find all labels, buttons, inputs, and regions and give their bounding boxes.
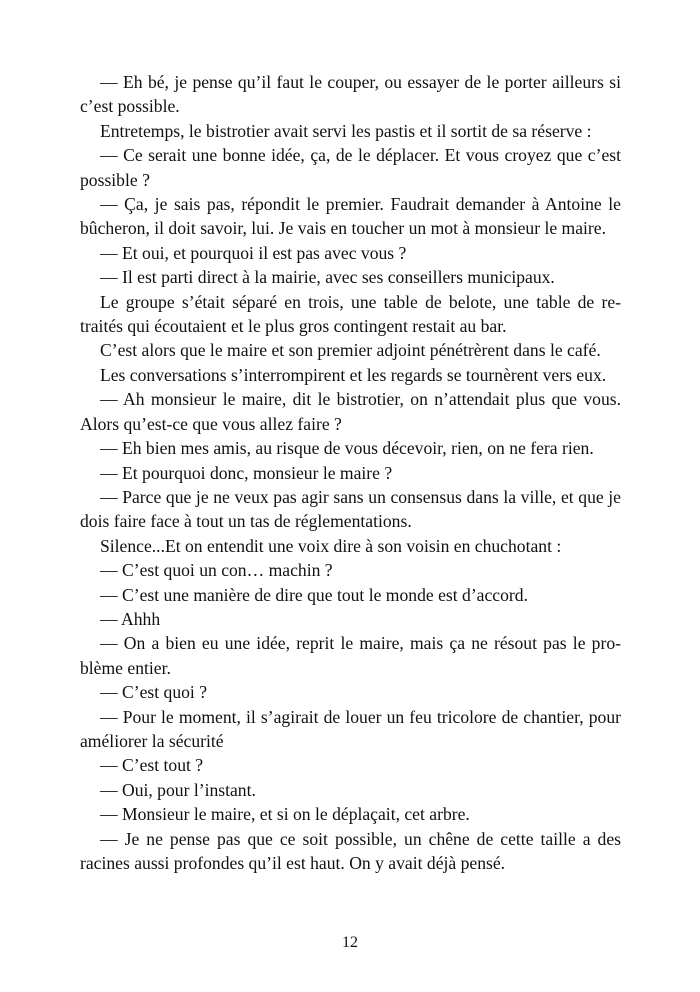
paragraph: — Et pourquoi donc, monsieur le maire ? bbox=[100, 462, 393, 483]
paragraph: — Ah monsieur le maire, dit le bistrotier, on n’attendait plus que vous. Alors qu’est-ce que vous allez faire ? bbox=[80, 389, 621, 434]
paragraph: — Ce serait une bonne idée, ça, de le déplacer. Et vous croyez que c’est possible ? bbox=[80, 145, 621, 190]
paragraph: — C’est quoi un con… machin ? bbox=[100, 560, 333, 581]
paragraph: Entretemps, le bistrotier avait servi les pastis et il sortit de sa réserve : bbox=[100, 120, 592, 141]
paragraph: — Je ne pense pas que ce soit possible, un chêne de cette taille a des racines aussi profondes qu’il est haut. On y avait déjà pensé. bbox=[80, 828, 621, 873]
paragraph: — Monsieur le maire, et si on le déplaçait, cet arbre. bbox=[100, 804, 470, 825]
paragraph: — On a bien eu une idée, reprit le maire, mais ça ne résout pas le problème entier. bbox=[80, 633, 621, 678]
paragraph: — Pour le moment, il s’agirait de louer un feu tricolore de chantier, pour améliorer la sécurité bbox=[80, 706, 621, 751]
paragraph: Silence...Et on entendit une voix dire à son voisin en chuchotant : bbox=[100, 535, 562, 556]
paragraph: — Eh bien mes amis, au risque de vous décevoir, rien, on ne fera rien. bbox=[100, 438, 594, 459]
paragraph: — Eh bé, je pense qu’il faut le couper, ou essayer de le porter ailleurs si c’est possible. bbox=[80, 72, 621, 117]
paragraph: — C’est tout ? bbox=[100, 755, 204, 776]
page-body-text bbox=[80, 70, 621, 875]
paragraph: Les conversations s’interrompirent et les regards se tournèrent vers eux. bbox=[100, 364, 607, 385]
paragraph: — Il est parti direct à la mairie, avec ses conseillers municipaux. bbox=[100, 267, 555, 288]
paragraph: — Ça, je sais pas, répondit le premier. Faudrait demander à Antoine le bûcheron, il doit savoir, lui. Je vais en toucher un mot à monsieur le maire. bbox=[80, 194, 621, 239]
paragraph: — Oui, pour l’instant. bbox=[100, 779, 256, 800]
paragraph: — C’est une manière de dire que tout le monde est d’accord. bbox=[100, 584, 528, 605]
paragraph: C’est alors que le maire et son premier adjoint pénétrèrent dans le café. bbox=[100, 340, 601, 361]
paragraph: — Ahhh bbox=[100, 608, 161, 629]
paragraph: — C’est quoi ? bbox=[100, 682, 208, 703]
paragraph: — Et oui, et pourquoi il est pas avec vous ? bbox=[100, 242, 407, 263]
page-number: 12 bbox=[342, 934, 358, 951]
paragraph: Le groupe s’était séparé en trois, une table de belote, une table de retraités qui écoutaient et le plus gros contingent restait au bar. bbox=[80, 291, 621, 337]
paragraph: — Parce que je ne veux pas agir sans un consensus dans la ville, et que je dois faire face à tout un tas de réglementations. bbox=[80, 486, 621, 532]
